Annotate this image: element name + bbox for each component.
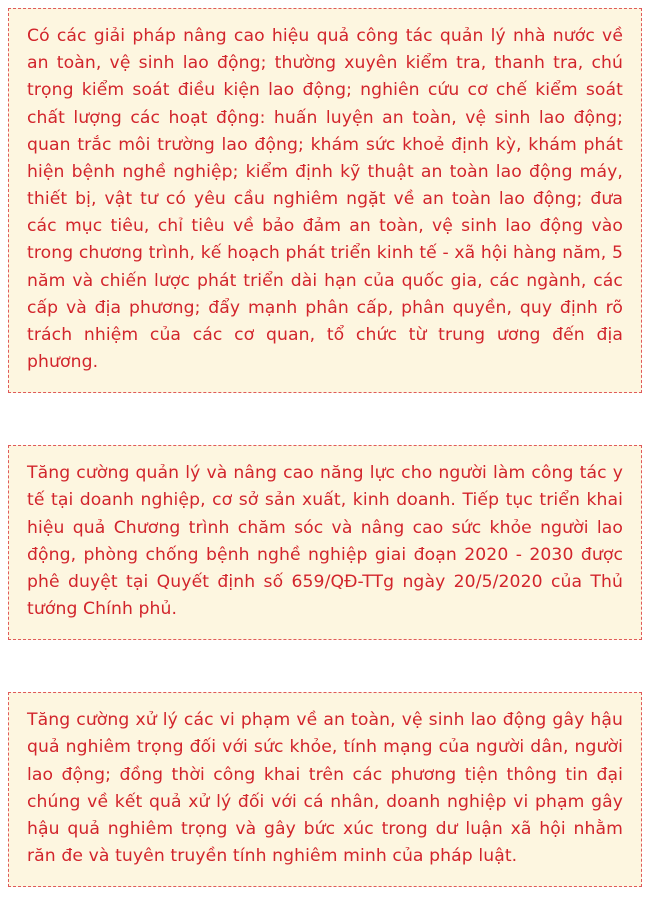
callout-block-1 <box>8 8 642 393</box>
block-spacer-1 <box>8 393 642 445</box>
callout-block-3 <box>8 692 642 887</box>
callout-block-2-text: Tăng cường quản lý và nâng cao năng lực cho người làm công tác y tế tại doanh nghiệp, cơ sở sản xuất, kinh doanh. Tiếp tục triển khai hiệu quả Chương trình chăm sóc và nâng cao sức khỏe người lao động, phòng chống bệnh nghề nghiệp giai đoạn 2020 - 2030 được phê duyệt tại Quyết định số 659/QĐ-TTg ngày 20/5/2020 của Thủ tướng Chính phủ. <box>27 463 623 620</box>
callout-block-2 <box>8 445 642 640</box>
block-spacer-2 <box>8 640 642 692</box>
callout-block-1-text: Có các giải pháp nâng cao hiệu quả công tác quản lý nhà nước về an toàn, vệ sinh lao động; thường xuyên kiểm tra, thanh tra, chú trọng kiểm soát điều kiện lao động; nghiên cứu cơ chế kiểm soát chất lượng các hoạt động: huấn luyện an toàn, vệ sinh lao động; quan trắc môi trường lao động; khám sức khoẻ định kỳ, khám phát hiện bệnh nghề nghiệp; kiểm định kỹ thuật an toàn lao động máy, thiết bị, vật tư có yêu cầu nghiêm ngặt về an toàn lao động; đưa các mục tiêu, chỉ tiêu về bảo đảm an toàn, vệ sinh lao động vào trong chương trình, kế hoạch phát triển kinh tế - xã hội hàng năm, 5 năm và chiến lược phát triển dài hạn của quốc gia, các ngành, các cấp và địa phương; đẩy mạnh phân cấp, phân quyền, quy định rõ trách nhiệm của các cơ quan, tổ chức từ trung ương đến địa phương. <box>27 26 623 373</box>
callout-block-3-text: Tăng cường xử lý các vi phạm về an toàn, vệ sinh lao động gây hậu quả nghiêm trọng đối với sức khỏe, tính mạng của người dân, người lao động; đồng thời công khai trên các phương tiện thông tin đại chúng về kết quả xử lý đối với cá nhân, doanh nghiệp vi phạm gây hậu quả nghiêm trọng và gây bức xúc trong dư luận xã hội nhằm răn đe và tuyên truyền tính nghiêm minh của pháp luật. <box>27 710 623 867</box>
